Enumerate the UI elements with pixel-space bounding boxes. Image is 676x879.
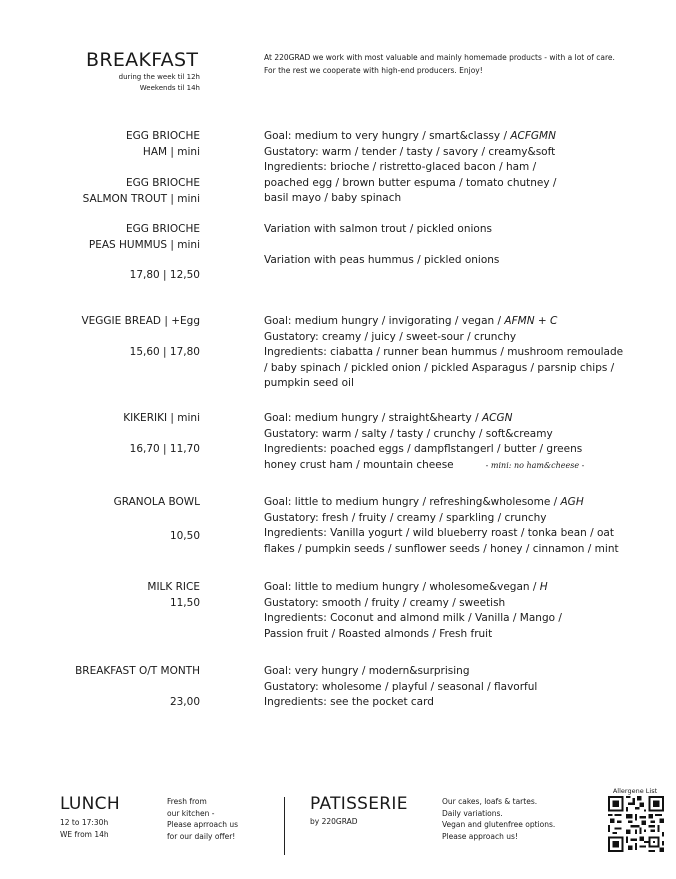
- item-goal: Goal: little to medium hungry / wholesome&vegan / H: [264, 581, 548, 593]
- item-ingredients: Ingredients: poached eggs / dampflstangerl / butter / greens: [264, 443, 583, 455]
- item-kikeriki-description: [264, 411, 664, 473]
- allergen-codes: ACFGMN: [510, 130, 556, 142]
- item-variant: HAM | mini: [142, 145, 200, 158]
- item-price: 23,00: [169, 696, 200, 708]
- item-ingredients: pumpkin seed oil: [264, 377, 354, 389]
- item-ingredients: poached egg / brown butter espuma / tomato chutney /: [264, 176, 557, 189]
- item-price: 10,50: [169, 530, 200, 542]
- allergene-list-label: Allergene List: [612, 787, 658, 795]
- item-veggie-bread-description: [264, 314, 664, 392]
- item-ingredients: Passion fruit / Roasted almonds / Fresh fruit: [264, 627, 493, 640]
- patisserie-text-line: Please approach us!: [442, 831, 518, 841]
- item-price: 11,50: [169, 597, 200, 609]
- item-gustatory: Gustatory: wholesome / playful / seasonal / flavorful: [264, 680, 538, 693]
- item-ingredients: honey crust ham / mountain cheese - mini: no ham&cheese -: [264, 458, 585, 471]
- lunch-text-line: our kitchen -: [167, 808, 215, 818]
- lunch-hours: [60, 817, 109, 840]
- item-ingredients: basil mayo / baby spinach: [264, 192, 402, 204]
- lunch-title: LUNCH: [60, 794, 120, 814]
- item-gustatory: Gustatory: warm / tender / tasty / savory / creamy&soft: [264, 145, 556, 158]
- item-goal: Goal: medium hungry / straight&hearty / ACGN: [264, 412, 513, 424]
- item-ingredients: Ingredients: Coconut and almond milk / Vanilla / Mango /: [264, 612, 562, 624]
- item-price: 16,70 | 11,70: [129, 443, 200, 455]
- item-ingredients: Ingredients: brioche / ristretto-glaced bacon / ham /: [264, 161, 537, 173]
- item-egg-brioche-description: [264, 129, 664, 207]
- item-ingredients: Ingredients: see the pocket card: [264, 696, 434, 708]
- intro-text: [264, 51, 664, 77]
- item-ingredients: Ingredients: Vanilla yogurt / wild blueberry roast / tonka bean / oat: [264, 527, 614, 539]
- item-month-description: [264, 664, 664, 711]
- item-name: EGG BRIOCHE: [126, 130, 200, 142]
- lunch-text-line: for our daily offer!: [167, 831, 236, 841]
- intro-line-2: For the rest we cooperate with high-end producers. Enjoy!: [264, 66, 483, 75]
- lunch-hours-line: 12 to 17:30h: [60, 818, 109, 827]
- item-goal: Goal: very hungry / modern&surprising: [264, 665, 470, 677]
- footer-divider: [284, 797, 285, 855]
- patisserie-text-line: Daily variations.: [442, 808, 503, 818]
- lunch-hours-line: WE from 14h: [60, 829, 109, 839]
- item-name: MILK RICE: [147, 581, 200, 593]
- qr-code-icon[interactable]: [608, 796, 664, 852]
- item-gustatory: Gustatory: smooth / fruity / creamy / sweetish: [264, 596, 506, 609]
- patisserie-title: PATISSERIE: [310, 794, 408, 814]
- patisserie-text: [442, 796, 555, 842]
- item-name: EGG BRIOCHE: [126, 223, 200, 235]
- item-egg-brioche-peas-labels: [89, 222, 200, 253]
- item-price: 15,60 | 17,80: [129, 346, 200, 358]
- item-name: BREAKFAST O/T MONTH: [75, 665, 200, 677]
- item-egg-brioche-salmon-labels: [83, 176, 200, 207]
- item-goal: Goal: little to medium hungry / refreshing&wholesome / AGH: [264, 496, 584, 508]
- page-title: BREAKFAST: [86, 49, 199, 71]
- lunch-text: [167, 796, 238, 842]
- item-variant: SALMON TROUT | mini: [82, 192, 200, 205]
- allergen-codes: AGH: [560, 496, 584, 508]
- item-goal: Goal: medium hungry / invigorating / vegan / AFMN + C: [264, 315, 558, 327]
- patisserie-by: by 220GRAD: [310, 817, 358, 826]
- item-name: KIKERIKI | mini: [123, 412, 200, 424]
- allergen-codes: H: [539, 581, 548, 593]
- item-ingredients: flakes / pumpkin seeds / sunflower seeds / honey / cinnamon / mint: [264, 542, 619, 555]
- hours-weekend: Weekends til 14h: [139, 84, 200, 92]
- lunch-text-line: Fresh from: [167, 797, 207, 806]
- item-egg-brioche-labels: [126, 129, 200, 160]
- intro-line-1: At 220GRAD we work with most valuable and mainly homemade products - with a lot of care.: [264, 53, 615, 62]
- item-gustatory: Gustatory: warm / salty / tasty / crunchy / soft&creamy: [264, 427, 553, 440]
- item-price: 17,80 | 12,50: [129, 269, 200, 281]
- item-milk-rice-description: [264, 580, 664, 642]
- item-gustatory: Gustatory: creamy / juicy / sweet-sour / crunchy: [264, 330, 517, 343]
- hours-weekday: during the week til 12h: [118, 73, 200, 81]
- item-name: EGG BRIOCHE: [126, 177, 200, 189]
- item-gustatory: Gustatory: fresh / fruity / creamy / sparkling / crunchy: [264, 511, 547, 524]
- item-ingredients: Ingredients: ciabatta / runner bean hummus / mushroom remoulade: [264, 346, 624, 358]
- mini-note: - mini: no ham&cheese -: [485, 460, 585, 470]
- allergen-codes: ACGN: [481, 412, 513, 424]
- item-variant: PEAS HUMMUS | mini: [88, 238, 200, 251]
- allergen-codes: AFMN + C: [504, 315, 558, 327]
- item-name: GRANOLA BOWL: [113, 496, 200, 508]
- lunch-text-line: Please aprroach us: [167, 820, 239, 829]
- patisserie-text-line: Our cakes, loafs & tartes.: [442, 797, 538, 806]
- item-variation-salmon: Variation with salmon trout / pickled onions: [264, 223, 492, 235]
- item-name: VEGGIE BREAD | +Egg: [81, 315, 200, 327]
- item-ingredients: / baby spinach / pickled onion / pickled Asparagus / parsnip chips /: [264, 361, 615, 374]
- item-goal: Goal: medium to very hungry / smart&classy / ACFGMN: [264, 130, 556, 142]
- item-variation-peas: Variation with peas hummus / pickled onions: [264, 254, 500, 266]
- patisserie-text-line: Vegan and glutenfree options.: [442, 820, 556, 829]
- item-granola-description: [264, 495, 664, 557]
